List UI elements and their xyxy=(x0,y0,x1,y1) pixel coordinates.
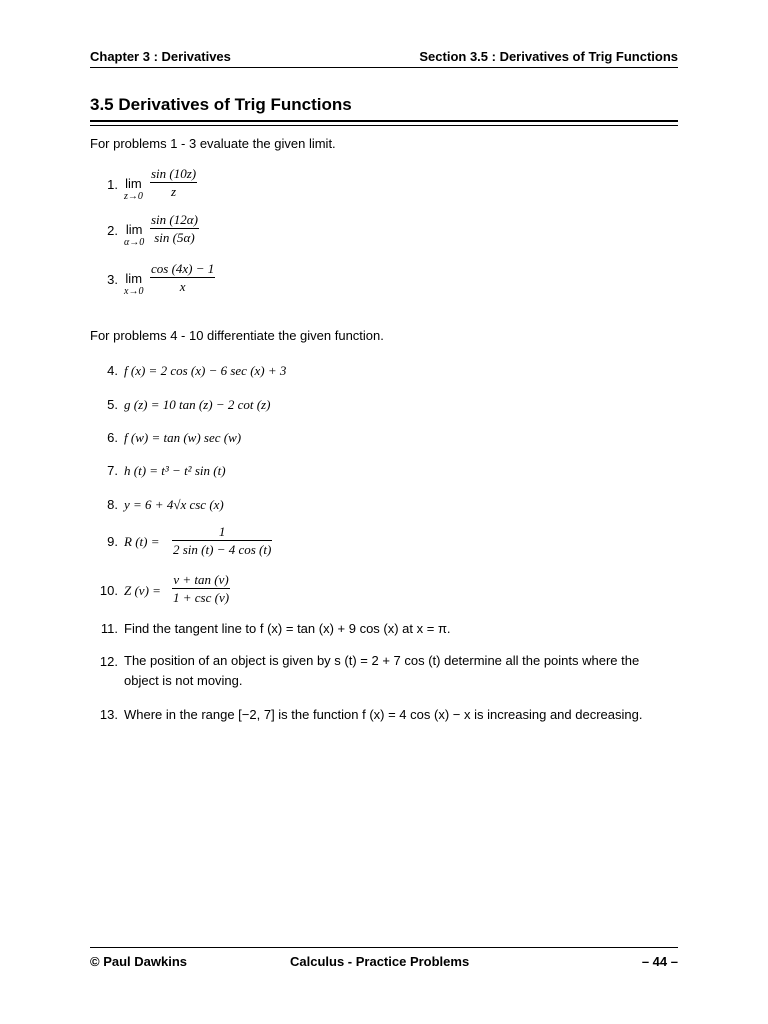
problem-number: 10. xyxy=(99,583,118,598)
problem-expression: y = 6 + 4√x csc (x) xyxy=(124,497,224,512)
problem-number: 9. xyxy=(107,534,118,549)
limit-operator: lim α→0 xyxy=(124,222,145,248)
numerator: cos (4x) − 1 xyxy=(151,261,215,276)
problem-expression: f (x) = 2 cos (x) − 6 sec (x) + 3 xyxy=(124,363,287,378)
problem-number: 2. xyxy=(107,223,118,238)
header-rule xyxy=(90,67,678,68)
numerator: v + tan (v) xyxy=(173,572,229,587)
problem-text: Find the tangent line to f (x) = tan (x) + 9 cos (x) at x = π. xyxy=(124,621,451,636)
problem-number: 13. xyxy=(99,707,118,722)
fraction xyxy=(172,572,230,606)
limit-subscript: z→0 xyxy=(124,191,143,202)
section-title: 3.5 Derivatives of Trig Functions xyxy=(90,95,352,114)
problem-number: 5. xyxy=(107,397,118,412)
problem-expression: g (z) = 10 tan (z) − 2 cot (z) xyxy=(124,397,271,412)
problem-number: 7. xyxy=(107,463,118,478)
book-title: Calculus - Practice Problems xyxy=(290,954,470,969)
problem-number: 12. xyxy=(99,654,118,669)
intro-limits: For problems 1 - 3 evaluate the given limit. xyxy=(90,136,336,151)
fraction xyxy=(172,524,272,558)
problem-number: 4. xyxy=(107,363,118,378)
fraction xyxy=(150,261,215,295)
page-header xyxy=(90,49,678,64)
numerator: 1 xyxy=(218,524,226,539)
limit-subscript: α→0 xyxy=(124,237,145,248)
footer-rule xyxy=(90,947,678,948)
denominator: 2 sin (t) − 4 cos (t) xyxy=(173,542,272,557)
chapter-label: Chapter 3 : Derivatives xyxy=(90,49,231,64)
fraction xyxy=(150,166,197,200)
problem-text: Where in the range [−2, 7] is the function f (x) = 4 cos (x) − x is increasing and decreasing. xyxy=(124,707,643,722)
denominator: x xyxy=(179,279,186,294)
problem-lhs: Z (v) = xyxy=(124,583,161,598)
intro-differentiate: For problems 4 - 10 differentiate the given function. xyxy=(90,328,384,343)
title-rule-thick xyxy=(90,120,678,122)
limit-operator: lim z→0 xyxy=(124,176,143,202)
problem-expression: h (t) = t³ − t² sin (t) xyxy=(124,463,226,478)
limit-subscript: x→0 xyxy=(124,286,144,297)
page-number: – 44 – xyxy=(641,954,678,969)
numerator: sin (10z) xyxy=(151,166,197,181)
title-rule-thin xyxy=(90,125,678,126)
problem-lhs: R (t) = xyxy=(124,534,160,549)
fraction xyxy=(150,212,199,246)
problem-expression: f (w) = tan (w) sec (w) xyxy=(124,430,242,445)
denominator: z xyxy=(171,184,177,199)
limit-operator: lim x→0 xyxy=(124,271,144,297)
copyright: © Paul Dawkins xyxy=(90,954,187,969)
problem-number: 8. xyxy=(107,497,118,512)
problem-text: The position of an object is given by s (t) = 2 + 7 cos (t) determine all the points where the object is not moving. xyxy=(124,653,640,688)
problem-number: 11. xyxy=(100,621,118,636)
section-label: Section 3.5 : Derivatives of Trig Functions xyxy=(419,49,678,64)
problem-number: 6. xyxy=(107,430,118,445)
numerator: sin (12α) xyxy=(151,212,198,227)
denominator: sin (5α) xyxy=(154,230,195,245)
problem-number: 1. xyxy=(107,177,118,192)
problem-number: 3. xyxy=(107,272,118,287)
denominator: 1 + csc (v) xyxy=(173,590,230,605)
